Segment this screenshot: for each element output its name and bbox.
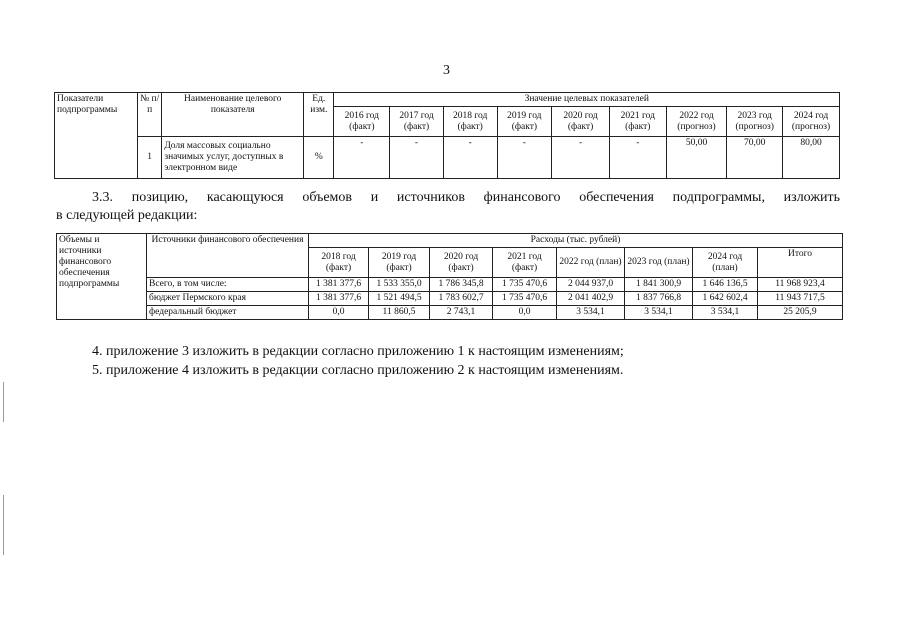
header-values: Значение целевых показателей [334, 93, 840, 107]
cell: 1 642 602,4 [693, 292, 758, 306]
cell: 1 646 136,5 [693, 278, 758, 292]
row-name: Доля массовых социально значимых услуг, доступных в электронном виде [162, 137, 304, 179]
year-2021: 2021 год (факт) [609, 107, 666, 137]
row-source-federal: федеральный бюджет [147, 306, 309, 320]
page-number: 3 [443, 63, 450, 78]
row-source-regional: бюджет Пермского края [147, 292, 309, 306]
cell: 1 786 345,8 [430, 278, 493, 292]
paragraph-3-3 [56, 189, 840, 225]
cell: 1 381 377,6 [309, 278, 369, 292]
paragraph-3-3-line2: в следующей редакции: [56, 208, 198, 223]
header-expenses: Расходы (тыс. рублей) [309, 234, 843, 248]
cell: 1 735 470,6 [493, 292, 557, 306]
row-value: 70,00 [727, 137, 783, 179]
header-indicators: Показатели подпрограммы [55, 93, 138, 179]
year-total: Итого [758, 248, 843, 278]
header-num: № п/п [138, 93, 162, 137]
row-value: - [497, 137, 552, 179]
year-2019: 2019 год (факт) [497, 107, 552, 137]
cell: 1 841 300,9 [625, 278, 693, 292]
cell: 2 041 402,9 [557, 292, 625, 306]
cell: 3 534,1 [693, 306, 758, 320]
row-value: - [552, 137, 610, 179]
year-2019: 2019 год (факт) [369, 248, 430, 278]
year-2024: 2024 год (план) [693, 248, 758, 278]
financing-table [56, 233, 843, 320]
year-2018: 2018 год (факт) [443, 107, 497, 137]
cell: 11 943 717,5 [758, 292, 843, 306]
year-2020: 2020 год (факт) [552, 107, 610, 137]
year-2024: 2024 год (прогноз) [783, 107, 840, 137]
row-value: - [390, 137, 444, 179]
year-2022: 2022 год (план) [557, 248, 625, 278]
header-sources: Источники финансового обеспечения [147, 234, 309, 278]
row-num: 1 [138, 137, 162, 179]
cell: 25 205,9 [758, 306, 843, 320]
header-name: Наименование целевого показателя [162, 93, 304, 137]
cell: 1 381 377,6 [309, 292, 369, 306]
scan-margin-mark [3, 382, 4, 422]
cell: 1 783 602,7 [430, 292, 493, 306]
cell: 1 521 494,5 [369, 292, 430, 306]
cell: 1 533 355,0 [369, 278, 430, 292]
cell: 11 860,5 [369, 306, 430, 320]
year-2020: 2020 год (факт) [430, 248, 493, 278]
cell: 2 044 937,0 [557, 278, 625, 292]
year-2021: 2021 год (факт) [493, 248, 557, 278]
row-value: - [443, 137, 497, 179]
year-2016: 2016 год (факт) [334, 107, 390, 137]
target-indicators-table [54, 92, 840, 179]
row-unit: % [304, 137, 334, 179]
year-2022: 2022 год (прогноз) [666, 107, 727, 137]
cell: 1 735 470,6 [493, 278, 557, 292]
paragraph-5: 5. приложение 4 изложить в редакции согласно приложению 2 к настоящим изменениям. [92, 363, 624, 378]
paragraph-3-3-line1: 3.3. позицию, касающуюся объемов и источников финансового обеспечения подпрограммы, изложить [92, 190, 840, 205]
year-2018: 2018 год (факт) [309, 248, 369, 278]
cell: 11 968 923,4 [758, 278, 843, 292]
cell: 3 534,1 [557, 306, 625, 320]
year-2023: 2023 год (план) [625, 248, 693, 278]
cell: 2 743,1 [430, 306, 493, 320]
row-value: 50,00 [666, 137, 727, 179]
cell: 0,0 [309, 306, 369, 320]
header-volumes: Объемы и источники финансового обеспечения подпрограммы [57, 234, 147, 320]
cell: 1 837 766,8 [625, 292, 693, 306]
row-value: 80,00 [783, 137, 840, 179]
year-2023: 2023 год (прогноз) [727, 107, 783, 137]
scan-margin-mark [3, 495, 4, 555]
cell: 3 534,1 [625, 306, 693, 320]
paragraph-4: 4. приложение 3 изложить в редакции согласно приложению 1 к настоящим изменениям; [92, 344, 624, 359]
row-value: - [609, 137, 666, 179]
row-value: - [334, 137, 390, 179]
row-source-total: Всего, в том числе: [147, 278, 309, 292]
header-unit: Ед. изм. [304, 93, 334, 137]
year-2017: 2017 год (факт) [390, 107, 444, 137]
cell: 0,0 [493, 306, 557, 320]
